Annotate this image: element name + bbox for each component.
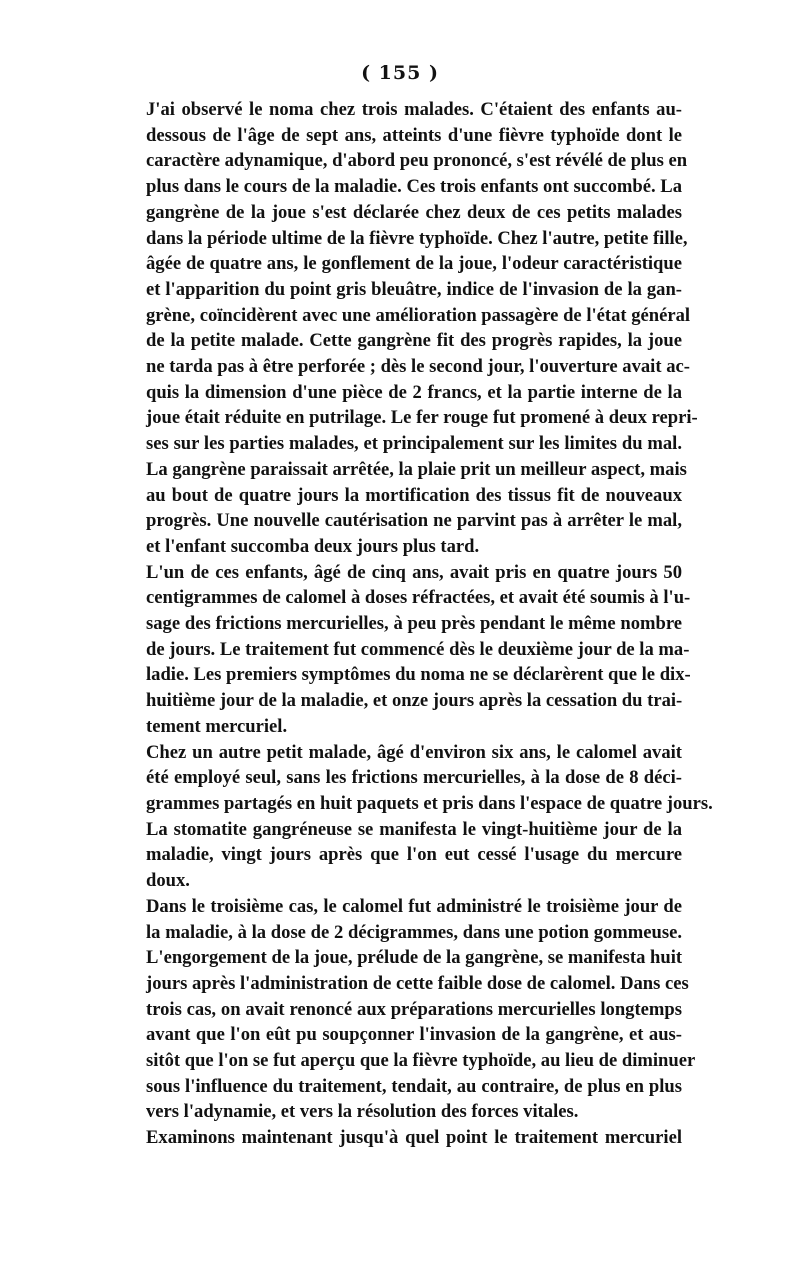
text-line: ne tarda pas à être perforée ; dès le second jour, l'ouverture avait ac- xyxy=(146,356,690,378)
text-line: dans la période ultime de la fièvre typhoïde. Chez l'autre, petite fille, xyxy=(146,227,688,249)
paragraph-3 xyxy=(119,740,713,894)
text-line: L'engorgement de la joue, prélude de la gangrène, se manifesta huit xyxy=(146,947,683,969)
text-line: sous l'influence du traitement, tendait, au contraire, de plus en plus xyxy=(146,1075,682,1097)
text-line: doux. xyxy=(146,870,190,892)
text-line: de jours. Le traitement fut commencé dès le deuxième jour de la ma- xyxy=(146,638,690,660)
text-line: plus dans le cours de la maladie. Ces trois enfants ont succombé. La xyxy=(146,176,682,198)
text-line: âgée de quatre ans, le gonflement de la joue, l'odeur caractéristique xyxy=(146,253,682,275)
text-line: sitôt que l'on se fut aperçu que la fièvre typhoïde, au lieu de diminuer xyxy=(146,1050,696,1072)
text-line: et l'enfant succomba deux jours plus tard. xyxy=(146,535,480,557)
text-line: grène, coïncidèrent avec une amélioration passagère de l'état général xyxy=(146,304,691,326)
text-line: La gangrène paraissait arrêtée, la plaie prit un meilleur aspect, mais xyxy=(146,458,687,480)
text-line: trois cas, on avait renoncé aux préparations mercurielles longtemps xyxy=(146,998,682,1020)
body-text xyxy=(119,97,713,1151)
text-line: maladie, vingt jours après que l'on eut cessé l'usage du mercure xyxy=(146,844,682,866)
paragraph-1 xyxy=(119,97,698,560)
text-line: ses sur les parties malades, et principalement sur les limites du mal. xyxy=(146,433,682,455)
text-line: été employé seul, sans les frictions mercurielles, à la dose de 8 déci- xyxy=(146,767,682,789)
text-line: L'un de ces enfants, âgé de cinq ans, avait pris en quatre jours 50 xyxy=(146,561,682,583)
text-line: vers l'adynamie, et vers la résolution des forces vitales. xyxy=(146,1101,579,1123)
text-line: grammes partagés en huit paquets et pris dans l'espace de quatre jours. xyxy=(146,792,713,814)
text-line: gangrène de la joue s'est déclarée chez deux de ces petits malades xyxy=(146,201,682,223)
text-line: J'ai observé le noma chez trois malades. C'étaient des enfants au- xyxy=(146,99,682,120)
text-line: caractère adynamique, d'abord peu prononcé, s'est révélé de plus en xyxy=(146,150,688,172)
text-line: avant que l'on eût pu soupçonner l'invasion de la gangrène, et aus- xyxy=(146,1024,682,1046)
text-line: jours après l'administration de cette faible dose de calomel. Dans ces xyxy=(146,972,689,994)
text-line: progrès. Une nouvelle cautérisation ne parvint pas à arrêter le mal, xyxy=(146,510,682,532)
text-line: au bout de quatre jours la mortification des tissus fit de nouveaux xyxy=(146,484,682,506)
text-line: sage des frictions mercurielles, à peu près pendant le même nombre xyxy=(146,613,682,635)
text-line: quis la dimension d'une pièce de 2 francs, et la partie interne de la xyxy=(146,381,682,403)
text-line: tement mercuriel. xyxy=(146,715,288,737)
text-line: joue était réduite en putrilage. Le fer rouge fut promené à deux repri- xyxy=(146,407,698,429)
text-line: la maladie, à la dose de 2 décigrammes, dans une potion gommeuse. xyxy=(146,921,682,943)
page-number: ( 155 ) xyxy=(361,62,439,84)
text-line: et l'apparition du point gris bleuâtre, indice de l'invasion de la gan- xyxy=(146,278,682,300)
paragraph-5 xyxy=(119,1125,682,1151)
text-line: Chez un autre petit malade, âgé d'environ six ans, le calomel avait xyxy=(146,741,682,763)
text-line: huitième jour de la maladie, et onze jours après la cessation du trai- xyxy=(146,690,683,712)
text-line: Dans le troisième cas, le calomel fut administré le troisième jour de xyxy=(146,895,682,917)
text-line: La stomatite gangréneuse se manifesta le vingt-huitième jour de la xyxy=(146,818,682,840)
text-line: dessous de l'âge de sept ans, atteints d'une fièvre typhoïde dont le xyxy=(146,124,682,146)
paragraph-4 xyxy=(119,894,696,1125)
text-line: centigrammes de calomel à doses réfractées, et avait été soumis à l'u- xyxy=(146,587,691,609)
paragraph-2 xyxy=(119,560,691,740)
text-line: Examinons maintenant jusqu'à quel point le traitement mercuriel xyxy=(146,1127,682,1149)
text-line: de la petite malade. Cette gangrène fit des progrès rapides, la joue xyxy=(146,330,682,352)
text-line: ladie. Les premiers symptômes du noma ne se déclarèrent que le dix- xyxy=(146,664,691,686)
